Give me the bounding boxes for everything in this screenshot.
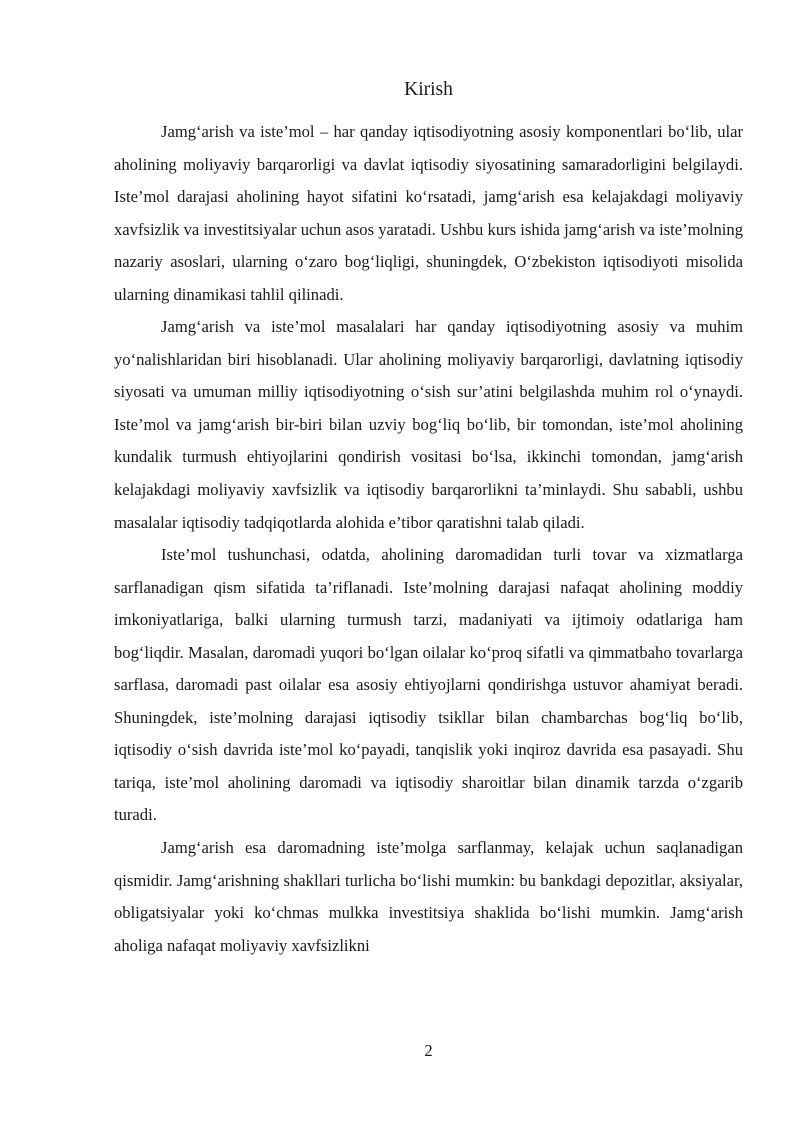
page-number: 2 <box>424 1041 433 1060</box>
paragraph: Iste’mol tushunchasi, odatda, aholining daromadidan turli tovar va xizmatlarga sarflanadigan qism sifatida ta’riflanadi. Iste’molning darajasi nafaqat aholining moddiy imkoniyatlariga, balki ularning turmush tarzi, madaniyati va ijtimoiy odatlariga ham bog‘liqdir. Masalan, daromadi yuqori bo‘lgan oilalar ko‘proq sifatli va qimmatbaho tovarlarga sarflasa, daromadi past oilalar esa asosiy ehtiyojlarni qondirishga ustuvor ahamiyat beradi. Shuningdek, iste’molning darajasi iqtisodiy tsikllar bilan chambarchas bog‘liq bo‘lib, iqtisodiy o‘sish davrida iste’mol ko‘payadi, tanqislik yoki inqiroz davrida esa pasayadi. Shu tariqa, iste’mol aholining daromadi va iqtisodiy sharoitlar bilan dinamik tarzda o‘zgarib turadi. <box>114 545 743 825</box>
page-title: Kirish <box>404 79 453 100</box>
paragraph: Jamg‘arish va iste’mol – har qanday iqtisodiyotning asosiy komponentlari bo‘lib, ular aholining moliyaviy barqarorligi va davlat iqtisodiy siyosatining samaradorligini belgilaydi. Iste’mol darajasi aholining hayot sifatini ko‘rsatadi, jamg‘arish esa kelajakdagi moliyaviy xavfsizlik va investitsiyalar uchun asos yaratadi. Ushbu kurs ishida jamg‘arish va iste’molning nazariy asoslari, ularning o‘zaro bog‘liqligi, shuningdek, O‘zbekiston iqtisodiyoti misolida ularning dinamikasi tahlil qilinadi. <box>114 122 743 304</box>
document-body <box>114 116 743 962</box>
paragraph: Jamg‘arish va iste’mol masalalari har qanday iqtisodiyotning asosiy va muhim yo‘nalishlaridan biri hisoblanadi. Ular aholining moliyaviy barqarorligi, davlatning iqtisodiy siyosati va umuman milliy iqtisodiyotning o‘sish sur’atini belgilashda muhim rol o‘ynaydi. Iste’mol va jamg‘arish bir-biri bilan uzviy bog‘liq bo‘lib, bir tomondan, iste’mol aholining kundalik turmush ehtiyojlarini qondirish vositasi bo‘lsa, ikkinchi tomondan, jamg‘arish kelajakdagi moliyaviy xavfsizlik va iqtisodiy barqarorlikni ta’minlaydi. Shu sababli, ushbu masalalar iqtisodiy tadqiqotlarda alohida e’tibor qaratishni talab qiladi. <box>114 317 743 532</box>
paragraph: Jamg‘arish esa daromadning iste’molga sarflanmay, kelajak uchun saqlanadigan qismidir. Jamg‘arishning shakllari turlicha bo‘lishi mumkin: bu bankdagi depozitlar, aksiyalar, obligatsiyalar yoki ko‘chmas mulkka investitsiya shaklida bo‘lishi mumkin. Jamg‘arish aholiga nafaqat moliyaviy xavfsizlikni <box>114 838 743 955</box>
